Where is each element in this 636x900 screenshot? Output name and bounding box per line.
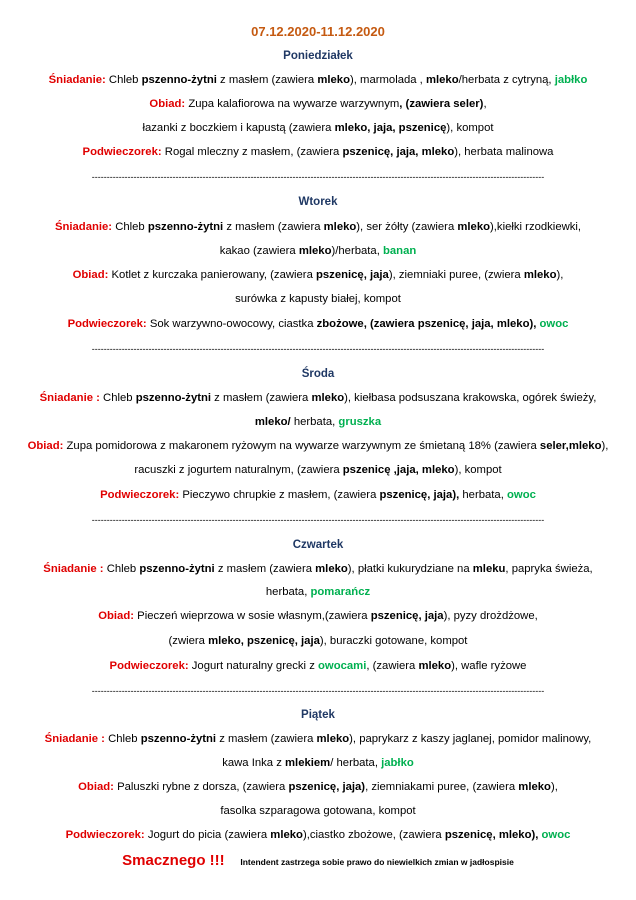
allergen-text: pszenno-żytni [141,74,217,86]
allergen-text: mleko [317,74,350,86]
allergen-text: mleko/ [254,416,291,428]
allergen-text: pszenno-żytni [147,221,224,233]
footer [0,852,636,871]
tuesday-breakfast-1 [0,220,636,234]
text: z masłem (zawiera [220,74,315,86]
text: )/herbata, [331,245,380,257]
text: ), [556,269,564,281]
text: , ziemniakami puree, (zawiera [365,781,516,793]
text: ), pyzy drożdżowe, [443,610,538,622]
separator: ------------------------------------------------------------------------------------------------------------------------------------------------------- [91,515,545,525]
allergen-text: mleko [298,245,332,257]
text: ), ser żółty (zawiera [356,221,455,233]
allergen-text: pszenicę, jaja, mleko [342,146,455,158]
fruit-text: jabłko [554,74,588,86]
text: Chleb [103,392,133,404]
separator: ------------------------------------------------------------------------------------------------------------------------------------------------------- [91,344,545,354]
allergen-text: mleko [315,563,348,575]
lunch-label: Obiad: [72,269,109,281]
text: ),ciastko zbożowe, (zawiera [302,829,442,841]
text: / herbata, [330,757,378,769]
text: Kotlet z kurczaka panierowany, (zawiera [111,269,313,281]
text: kakao (zawiera [219,245,296,257]
allergen-text: pszenicę, jaja) [288,781,366,793]
text: , papryka świeża, [505,563,593,575]
breakfast-label: Śniadanie: [48,74,106,86]
day-heading-wednesday: Środa [301,368,335,380]
breakfast-label: Śniadanie : [43,563,104,575]
lunch-label: Obiad: [149,98,186,110]
separator: ------------------------------------------------------------------------------------------------------------------------------------------------------- [91,686,545,696]
text: Rogal mleczny z masłem, (zawiera [164,146,340,158]
text: ), marmolada , [350,74,423,86]
lunch-label: Obiad: [78,781,114,793]
text: ),kiełki rzodkiewki, [490,221,582,233]
thursday-snack [0,659,636,673]
allergen-text: mleko [418,660,452,672]
wednesday-lunch-1 [0,439,636,453]
text: Jogurt naturalny grecki z [191,660,315,672]
text: ), wafle ryżowe [451,660,527,672]
day-heading-friday: Piątek [301,709,335,721]
text: Chleb [115,221,145,233]
friday-snack [0,828,636,842]
text: , [483,98,487,110]
fruit-text: banan [383,245,417,257]
text: herbata, [265,586,308,598]
text: ), kiełbasa podsuszana krakowska, ogórek świeży, [344,392,597,404]
text: /herbata z cytryną, [458,74,552,86]
text: surówka z kapusty białej, kompot [235,293,401,305]
day-heading-monday: Poniedziałek [283,50,353,62]
thursday-lunch-1 [0,609,636,623]
monday-breakfast [0,73,636,87]
text: Paluszki rybne z dorsza, (zawiera [117,781,286,793]
snack-label: Podwieczorek: [109,660,189,672]
separator: ------------------------------------------------------------------------------------------------------------------------------------------------------- [91,172,545,182]
allergen-text: mleko [523,269,557,281]
text: z masłem (zawiera [219,733,314,745]
allergen-text: mleko, pszenicę, jaja [208,635,320,647]
snack-label: Podwieczorek: [82,146,162,158]
allergen-text: mleku [472,563,506,575]
text: herbata, [462,489,504,501]
text: ), paprykarz z kaszy jaglanej, pomidor malinowy, [349,733,592,745]
text: łazanki z boczkiem i kapustą (zawiera [142,122,332,134]
allergen-text: pszenno-żytni [139,563,215,575]
text: ), [601,440,609,452]
text: kawa Inka z [222,757,282,769]
smacznego-text: Smacznego !!! [122,852,225,869]
wednesday-breakfast-2 [0,415,636,429]
text: Zupa pomidorowa z makaronem ryżowym na wywarze warzywnym ze śmietaną 18% (zawiera [66,440,537,452]
allergen-text: mleko [270,829,303,841]
monday-snack [0,145,636,159]
allergen-text: pszenicę, mleko), [444,829,539,841]
friday-breakfast-2 [0,756,636,770]
thursday-lunch-2 [0,634,636,648]
text: z masłem (zawiera [217,563,312,575]
tuesday-snack [0,317,636,331]
allergen-text: pszenno-żytni [140,733,217,745]
text: herbata, [293,416,336,428]
wednesday-breakfast-1 [0,391,636,405]
text: Pieczeń wieprzowa w sosie własnym,(zawiera [137,610,368,622]
allergen-text: mleko [316,733,350,745]
snack-label: Podwieczorek: [67,318,147,330]
allergen-text: seler,mleko [539,440,602,452]
allergen-text: mleko [323,221,357,233]
fruit-text: owoc [541,829,571,841]
wednesday-snack [0,488,636,502]
allergen-text: pszenno-żytni [135,392,212,404]
allergen-text: ), [529,318,537,330]
disclaimer-note: Intendent zastrzega sobie prawo do niewielkich zmian w jadłospisie [240,857,514,867]
friday-lunch-1 [0,780,636,794]
fruit-text: jabłko [381,757,414,769]
text: ), płatki kukurydziane na [347,563,470,575]
text: z masłem (zawiera [226,221,321,233]
wednesday-lunch-2 [0,463,636,477]
lunch-label: Obiad: [27,440,64,452]
text: ), kompot [454,464,502,476]
text: Zupa kalafiorowa na wywarze warzywnym [188,98,400,110]
snack-label: Podwieczorek: [100,489,180,501]
tuesday-breakfast-2 [0,244,636,258]
breakfast-label: Śniadanie : [39,392,100,404]
friday-lunch-2 [0,804,636,818]
lunch-label: Obiad: [98,610,135,622]
allergen-text: pszenicę, jaja [370,610,444,622]
allergen-text: , (zawiera seler) [399,98,484,110]
allergen-text: pszenicę, jaja), [379,489,460,501]
text: Sok warzywno-owocowy, ciastka [149,318,314,330]
text: fasolka szparagowa gotowana, kompot [220,805,416,817]
text: racuszki z jogurtem naturalnym, (zawiera [134,464,340,476]
allergen-text: mlekiem [285,757,331,769]
text: ), kompot [446,122,494,134]
text: Jogurt do picia (zawiera [147,829,268,841]
thursday-breakfast-2 [0,585,636,599]
text: z masłem (zawiera [214,392,309,404]
text: ), [550,781,558,793]
allergen-text: mleko [518,781,551,793]
fruit-text: pomarańcz [310,586,371,598]
tuesday-lunch-1 [0,268,636,282]
allergen-text: mleko [311,392,345,404]
fruit-text: owoc [539,318,569,330]
snack-label: Podwieczorek: [65,829,145,841]
allergen-text: mleko [457,221,491,233]
text: Chleb [108,733,138,745]
allergen-text: pszenicę ,jaja, mleko [342,464,455,476]
allergen-text: zbożowe, (zawiera [316,318,415,330]
breakfast-label: Śniadanie : [44,733,105,745]
tuesday-lunch-2 [0,292,636,306]
allergen-text: pszenicę, jaja, mleko [417,318,530,330]
date-range: 07.12.2020-11.12.2020 [251,24,385,39]
day-heading-thursday: Czwartek [292,539,344,551]
breakfast-label: Śniadanie: [54,221,113,233]
day-heading-tuesday: Wtorek [298,196,338,208]
monday-lunch-1 [0,97,636,111]
text: Chleb [106,563,137,575]
text: , (zawiera [366,660,416,672]
thursday-breakfast-1 [0,562,636,576]
text: ), buraczki gotowane, kompot [319,635,468,647]
fruit-text: gruszka [338,416,382,428]
text: ), ziemniaki puree, (zwiera [388,269,521,281]
text: Chleb [108,74,139,86]
fruit-text: owocami [318,660,367,672]
text: Pieczywo chrupkie z masłem, (zawiera [182,489,377,501]
friday-breakfast-1 [0,732,636,746]
allergen-text: pszenicę, jaja [316,269,389,281]
monday-lunch-2 [0,121,636,135]
text: (zwiera [168,635,205,647]
fruit-text: owoc [507,489,536,501]
allergen-text: mleko [425,74,459,86]
text: ), herbata malinowa [454,146,554,158]
allergen-text: mleko, jaja, pszenicę [334,122,447,134]
